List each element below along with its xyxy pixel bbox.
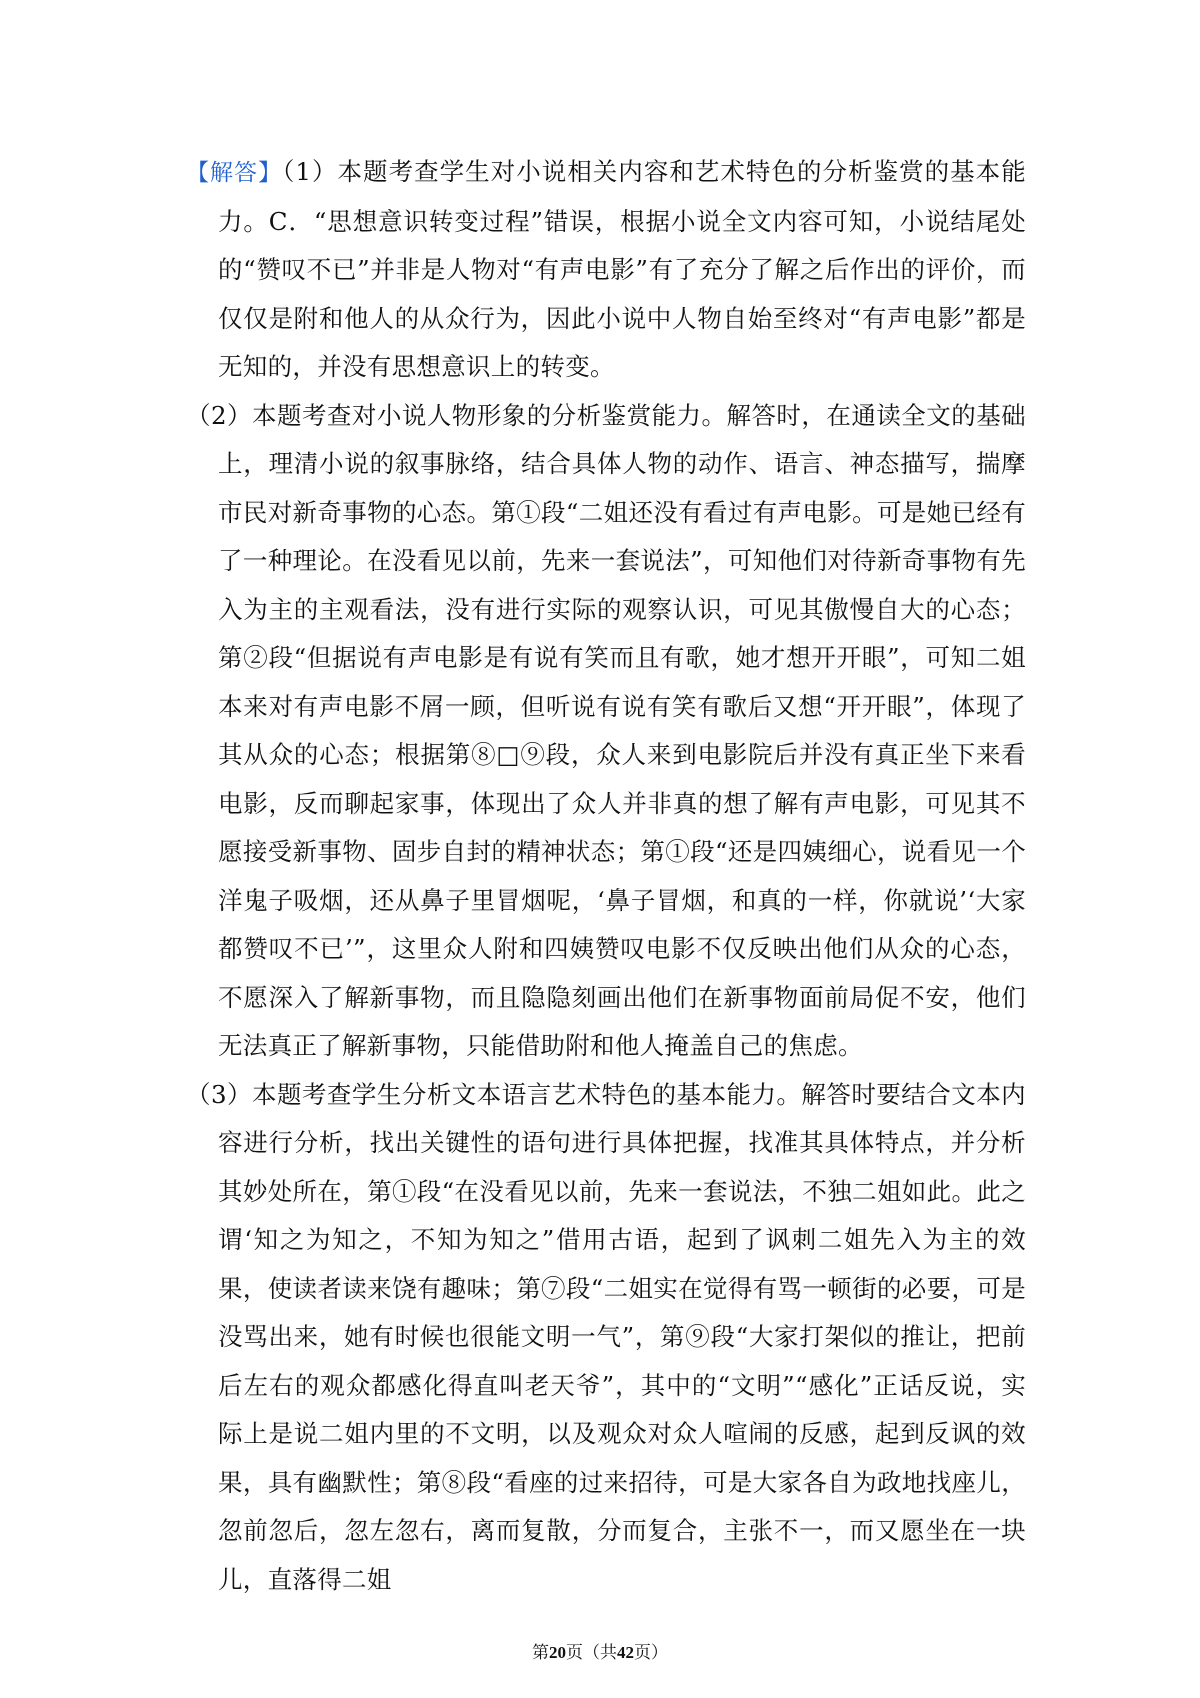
footer-suffix: 页） — [634, 1643, 668, 1663]
footer-middle: 页（共 — [566, 1643, 617, 1663]
footer-prefix: 第 — [532, 1643, 549, 1663]
answer-paragraph-1 — [186, 148, 1026, 392]
answer-paragraph-2: （2）本题考查对小说人物形象的分析鉴赏能力。解答时，在通读全文的基础上，理清小说的叙事脉络，结合具体人物的动作、语言、神态描写，揣摩市民对新奇事物的心态。第①段“二姐还没有看过有声电影。可是她已经有了一种理论。在没看见以前，先来一套说法”，可知他们对待新奇事物有先入为主的主观看法，没有进行实际的观察认识，可见其傲慢自大的心态；第②段“但据说有声电影是有说有笑而且有歌，她才想开开眼”，可知二姐本来对有声电影不屑一顾，但听说有说有笑有歌后又想“开开眼”，体现了其从众的心态；根据第⑧□⑨段，众人来到电影院后并没有真正坐下来看电影，反而聊起家事，体现出了众人并非真的想了解有声电影，可见其不愿接受新事物、固步自封的精神状态；第①段“还是四姨细心，说看见一个洋鬼子吸烟，还从鼻子里冒烟呢，‘鼻子冒烟，和真的一样，你就说’‘大家都赞叹不已’”，这里众人附和四姨赞叹电影不仅反映出他们从众的心态，不愿深入了解新事物，而且隐隐刻画出他们在新事物面前局促不安，他们无法真正了解新事物，只能借助附和他人掩盖自己的焦虑。 — [186, 400, 1026, 1060]
footer-page-number: 20 — [549, 1643, 566, 1662]
answer-tag: 【解答】 — [186, 160, 283, 186]
footer-total-pages: 42 — [617, 1643, 634, 1662]
answer-text-1: （1）本题考查学生对小说相关内容和艺术特色的分析鉴赏的基本能力。C．“思想意识转变过程”错误，根据小说全文内容可知，小说结尾处的“赞叹不已”并非是人物对“有声电影”有了充分了解之后作出的评价，而仅仅是附和他人的从众行为，因此小说中人物自始至终对“有声电影”都是无知的，并没有思想意识上的转变。 — [218, 157, 1026, 381]
answer-paragraph-3: （3）本题考查学生分析文本语言艺术特色的基本能力。解答时要结合文本内容进行分析，找出关键性的语句进行具体把握，找准其具体特点，并分析其妙处所在，第①段“在没看见以前，先来一套说法，不独二姐如此。此之谓‘知之为知之，不知为知之”借用古语，起到了讽刺二姐先入为主的效果，使读者读来饶有趣味；第⑦段“二姐实在觉得有骂一顿街的必要，可是没骂出来，她有时候也很能文明一气”，第⑨段“大家打架似的推让，把前后左右的观众都感化得直叫老天爷”，其中的“文明”“感化”正话反说，实际上是说二姐内里的不文明，以及观众对众人喧闹的反感，起到反讽的效果，具有幽默性；第⑧段“看座的过来招待，可是大家各自为政地找座儿，忽前忽后，忽左忽右，离而复散，分而复合，主张不一，而又愿坐在一块儿，直落得二姐 — [186, 1079, 1026, 1594]
answer-section — [186, 148, 1026, 1604]
page-footer — [0, 1638, 1200, 1663]
